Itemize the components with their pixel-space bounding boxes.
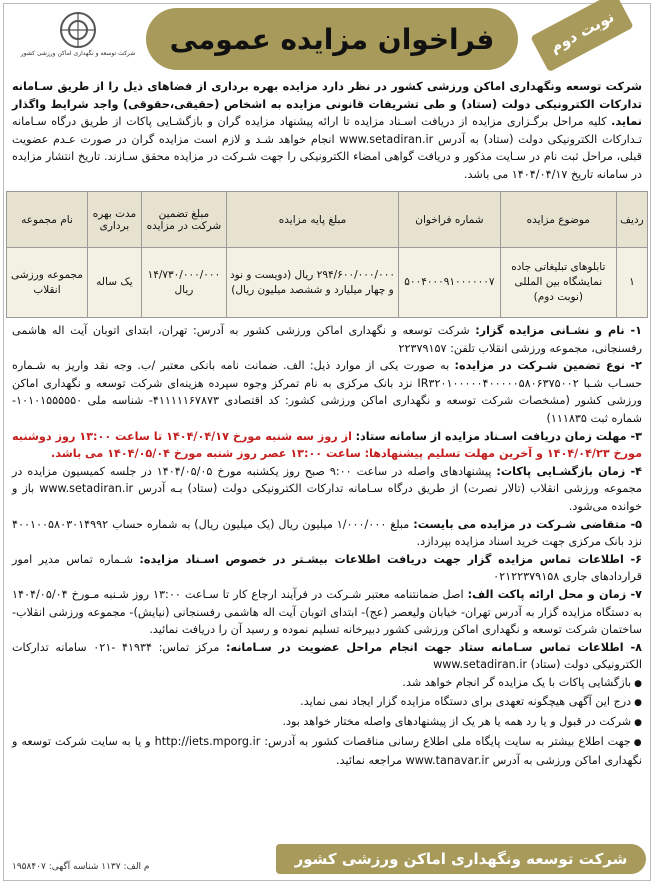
round-badge: نوبت دوم [530,0,634,72]
item-7-title: ۷- زمان و محل ارائه پاکت الف: [467,587,643,601]
item-6-title: ۶- اطلاعات تماس مزایده گزار جهت دریافت اطلاعات بیشـتر در خصوص اسـناد مزایده: [139,552,642,566]
company-logo [18,10,138,66]
footer-company-bar [276,844,646,874]
page-title: فراخوان مزایده عمومی [169,22,495,56]
item-1-text: شرکت توسعه و نگهداری اماکن ورزشی کشور به آدرس: تهران، ابتدای اتوبان آیت اله هاشمی رفسنجانی، مجموعه ورزشی انقلاب تلفن: ۲۲۳۷۹۱۵۷ [12,324,642,355]
col-base-price: مبلغ پایه مزایده [226,192,398,248]
item-5-text: مبلغ ۱/۰۰۰/۰۰۰ میلیون ریال (یک میلیون ریال) به شماره حساب ۴۰۰۱۰۰۵۸۰۳۰۱۴۹۹۲ نزد بانک مرکزی جهت خرید اسناد مزایده بپردازد. [12,517,642,549]
intro-lead: شرکت توسعه ونگهداری اماکن ورزشی کشور در نظر دارد مزایده بهره برداری از فضاهای ذیل را از طریق سـامانه تدارکات الکترونیکی دولت (ستاد) و طی تشریفات قانونی مزایده به اشخاص (حقیقی،حقوقی) واجد شرایط واگذار نماید. [12,80,642,128]
cell-base-price: ۲۹۴/۶۰۰/۰۰۰/۰۰۰ ریال (دویست و نود و چهار میلیارد و ششصد میلیون ریال) [226,248,398,318]
col-row: ردیف [616,192,647,248]
logo-text: شرکت توسعه و نگهداری اماکن ورزشی کشور [20,50,136,57]
col-duration: مدت بهره برداری [87,192,141,248]
item-6-text: شـماره تماس مدیر امور قراردادهای جاری ۰۲۱۲۲۳۷۹۱۵۸ [12,552,642,584]
col-collection: نام مجموعه [7,192,88,248]
item-8-title: ۸- اطلاعات تماس سـامانه ستاد جهت انجام مراحل عضویت در سـامانه: [225,640,642,654]
ad-code: م الف: ۱۱۳۷ شناسه آگهی: ۱۹۵۸۴۰۷ [12,862,150,872]
bullet-3: ● شرکت در قبول و یا رد همه یا هر یک از پیشنهادهای واصله مختار خواهد بود. [12,713,642,733]
footer-company-name: شرکت توسعه ونگهداری اماکن ورزشی کشور [294,850,628,868]
item-2-text: به صورت یکی از موارد ذیل: الف. ضمانت نامه بانکی معتبر /ب. وجه نقد واریز به شـماره حسـاب شـبا IR۳۲۰۱۰۰۰۰۰۴۰۰۰۰۰۵۸۰۶۳۷۵۰۰۲ نزد بانک مرکزی به نام تمرکز وجوه سپرده هزینه‌ای شرکت توسعه و نگهداری اماکن ورزشی کشور (مشخصات شرکت توسعه و نگهداری اماکن ورزشی کشور: کد اقتصادی ۴۱۱۱۱۱۶۷۸۷۳- شناسه ملی ۱۰۱۰۱۵۵۵۵۵۰- شماره ثبت ۱۱۱۸۳۵) [12,359,643,425]
bullet-4: ● جهت اطلاع بیشتر به سایت پایگاه ملی اطلاع رسانی مناقصات کشور به آدرس: http://iets.mporg.ir و یا به سایت شرکت توسعه و نگهداری اماکن ورزشی به آدرس www.tanavar.ir مراجعه نمائید. [12,733,642,770]
cell-number: ۵۰۰۴۰۰۰۹۱۰۰۰۰۰۰۷ [399,248,501,318]
item-4-text: پیشنهادهای واصله در ساعت ۹:۰۰ صبح روز یکشنبه مورخ ۱۴۰۴/۰۵/۰۵ در جلسه کمیسیون مزایده در مجموعه ورزشی انقلاب (تالار نصرت) از طریق درگاه سـامانه تدارکات الکترونیکی دولت (ستاد) بـه آدرس www.setadiran.ir باز و خوانده می‌شود. [12,464,642,513]
item-4-title: ۴- زمان بازگشـایی پاکات: [496,464,642,478]
item-7-text: اصل ضمانتنامه معتبر شـرکت در فرآیند ارجاع کار تا سـاعت ۱۳:۰۰ روز شـنبه مـورخ ۱۴۰۴/۰۵/۰۴ به دستگاه مزایده گزار به آدرس تهران- خیابان ولیعصر (عج)- ابتدای اتوبان آیت اله هاشمی رفسنجانی (نیایش)- مجموعه ورزشی انقلاب- ساختمان شرکت توسعه و نگهداری اماکن ورزشی کشور دبیرخانه تسلیم نموده و رسید آن را دریافت نمائید. [12,587,642,637]
item-2-title: ۲- نوع تضمین شـرکت در مزایده: [454,359,642,373]
bullet-1: ● بازگشایی پاکات با یک مزایده گر انجام خواهد شد. [12,674,642,694]
title-banner [146,8,518,70]
item-3-deadline: از روز سه شنبه مورخ ۱۴۰۴/۰۴/۱۷ تا ساعت ۱۳:۰۰ روز دوشنبه مورخ ۱۴۰۴/۰۴/۲۳ و آخرین مهلت تسلیم پیشنهادها: ساعت ۱۳:۰۰ عصر روز شنبه مورخ ۱۴۰۴/۰۵/۰۴ می باشد. [12,429,642,461]
footer [8,844,646,874]
item-8-text: مرکز تماس: ۴۱۹۳۴ -۰۲۱ سامانه تدارکات الکترونیکی دولت (ستاد) www.setadiran.ir [12,640,642,672]
col-number: شماره فراخوان [399,192,501,248]
cell-duration: یک ساله [87,248,141,318]
cell-subject: تابلوهای تبلیغاتی جاده نمایشگاه بین المللی (نوبت دوم) [500,248,616,318]
page-frame [3,3,651,881]
item-5-title: ۵- متقاضی شـرکت در مزایده می بایست: [413,517,642,531]
col-subject: موضوع مزایده [500,192,616,248]
cell-row: ۱ [616,248,647,318]
bullet-2: ● درج این آگهی هیچگونه تعهدی برای دستگاه مزایده گزار ایجاد نمی نماید. [12,693,642,713]
cell-guarantee: ۱۴/۷۳۰/۰۰۰/۰۰۰ ریال [141,248,226,318]
intro-body: کلیه مراحل برگـزاری مزایده از دریافت اسـناد مزایده تا ارائه پیشنهاد مزایده گران و بازگشـایی پاکات از طریق درگاه سـامانه تـدارکات الکترونیکی دولت (ستاد) به آدرس www.setadiran.ir انجام خواهد شـد و لازم است مزایده گران در صورت عـدم عضویت قبلی، مراحل ثبت نام در سـایت مذکور و دریافت گواهی امضاء الکترونیکی را جهت شـرکت در مزایده محقق سـازند. تاریخ انتشار مزایده در سامانه تاریخ ۱۴۰۴/۰۴/۱۷ می باشد. [12,115,642,181]
item-1-title: ۱- نام و نشـانی مزایده گزار: [475,324,642,337]
item-3-title: ۳- مهلت زمان دریافت اسـناد مزایده از سامانه ستاد: [355,429,643,443]
header [6,6,648,76]
cell-collection: مجموعه ورزشی انقلاب [7,248,88,318]
col-guarantee: مبلغ تضمین شرکت در مزایده [141,192,226,248]
logo-emblem-icon [58,10,98,50]
